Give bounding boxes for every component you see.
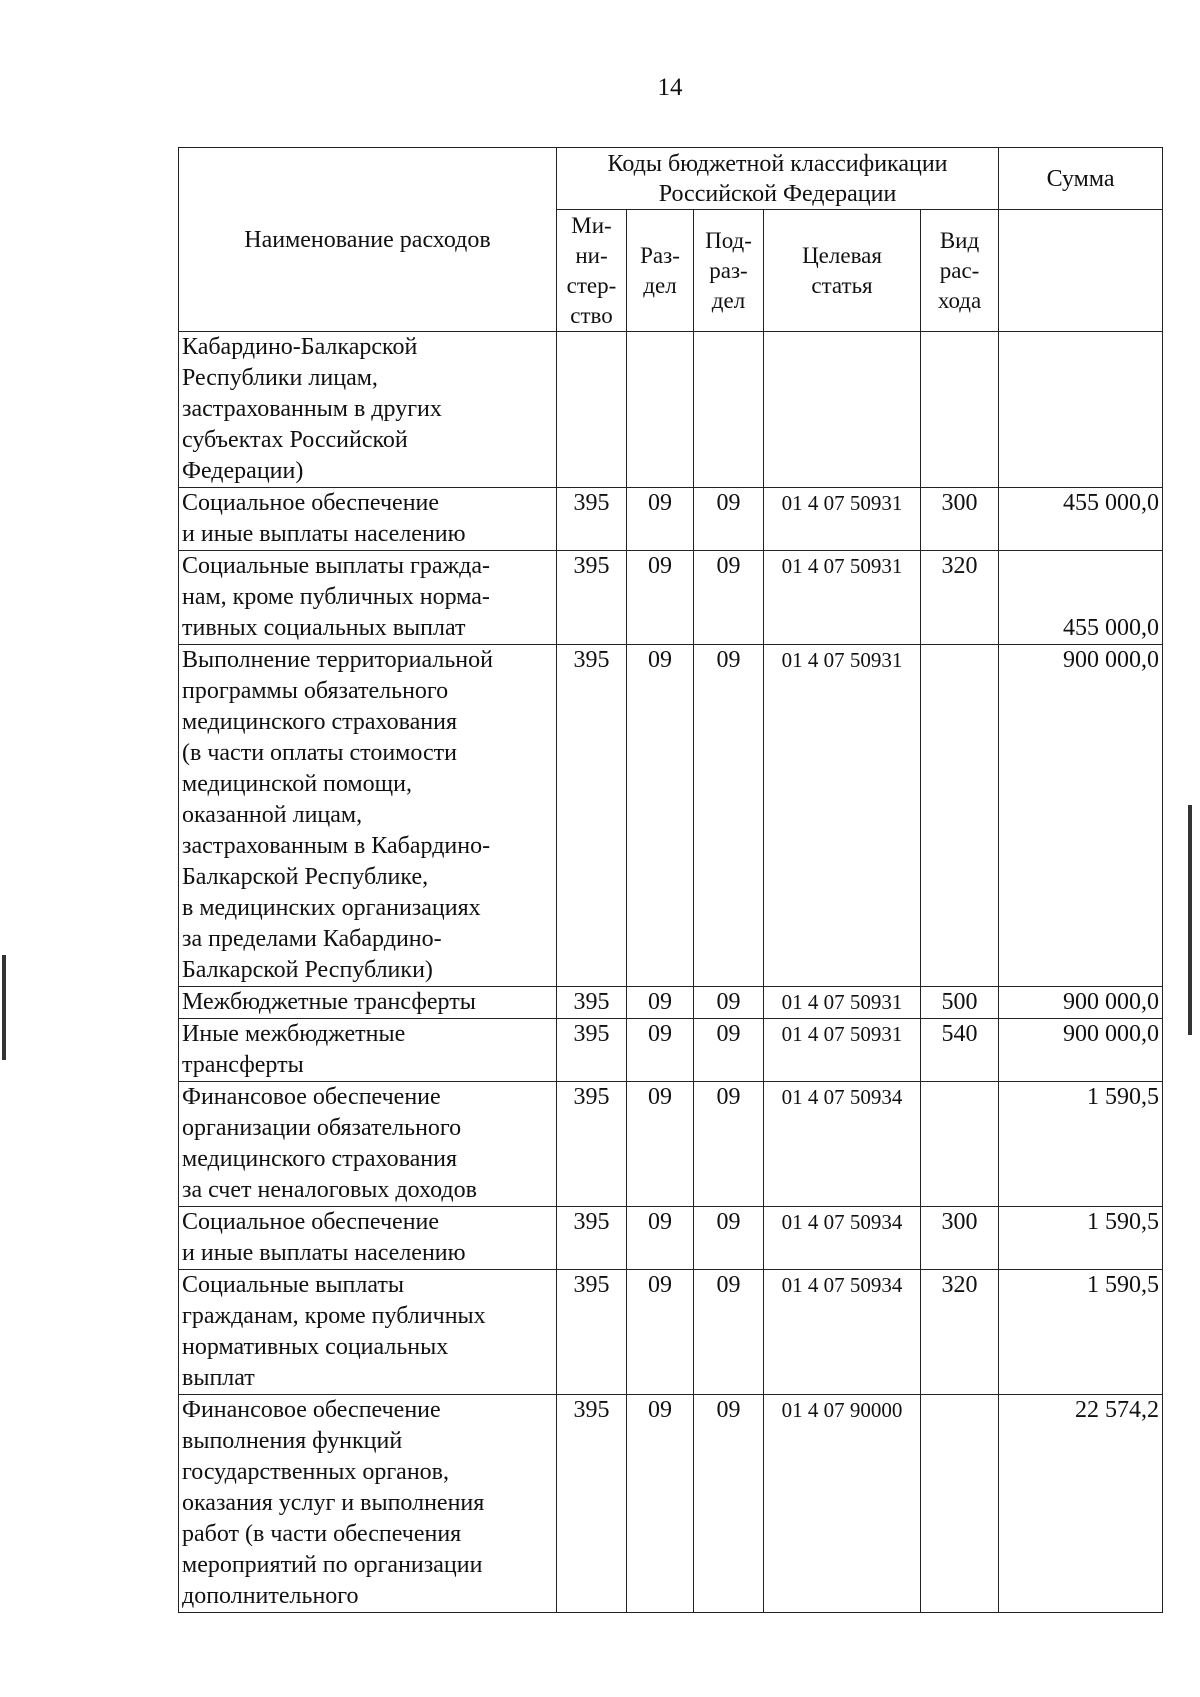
cell-sum: 900 000,0 [999, 1019, 1163, 1082]
table-row [179, 645, 1163, 987]
cell-sum: 22 574,2 [999, 1395, 1163, 1613]
cell-subsection: 09 [694, 551, 764, 645]
cell-subsection: 09 [694, 1019, 764, 1082]
cell-name: Социальное обеспечение и иные выплаты населению [179, 488, 557, 551]
cell-section: 09 [627, 1019, 694, 1082]
cell-subsection: 09 [694, 1270, 764, 1395]
cell-sum [999, 332, 1163, 488]
cell-expense-type: 320 [921, 551, 999, 645]
cell-section: 09 [627, 551, 694, 645]
cell-section: 09 [627, 1082, 694, 1207]
cell-target: 01 4 07 90000 [764, 1395, 921, 1613]
header-ministry: Ми- ни- стер- ство [557, 210, 627, 332]
cell-name: Социальное обеспечение и иные выплаты населению [179, 1207, 557, 1270]
cell-subsection: 09 [694, 987, 764, 1019]
cell-expense-type [921, 1082, 999, 1207]
cell-subsection: 09 [694, 1082, 764, 1207]
cell-target: 01 4 07 50931 [764, 987, 921, 1019]
cell-sum: 900 000,0 [999, 645, 1163, 987]
header-target: Целевая статья [764, 210, 921, 332]
table-row [179, 488, 1163, 551]
header-section: Раз- дел [627, 210, 694, 332]
header-name: Наименование расходов [179, 148, 557, 332]
cell-expense-type [921, 645, 999, 987]
header-subsection: Под- раз- дел [694, 210, 764, 332]
cell-target: 01 4 07 50931 [764, 645, 921, 987]
header-codes-group: Коды бюджетной классификации Российской Федерации [557, 148, 999, 210]
table-row [179, 1395, 1163, 1613]
cell-ministry: 395 [557, 1395, 627, 1613]
table-row [179, 551, 1163, 645]
table-header [179, 148, 1163, 332]
cell-section: 09 [627, 987, 694, 1019]
scan-artifact-right [1188, 805, 1192, 1035]
cell-section: 09 [627, 1395, 694, 1613]
table-body [179, 332, 1163, 1613]
cell-name: Социальные выплаты гражданам, кроме публичных нормативных социальных выплат [179, 1270, 557, 1395]
cell-target: 01 4 07 50934 [764, 1082, 921, 1207]
cell-name: Межбюджетные трансферты [179, 987, 557, 1019]
cell-ministry [557, 332, 627, 488]
cell-name: Социальные выплаты гражда- нам, кроме публичных норма- тивных социальных выплат [179, 551, 557, 645]
cell-ministry: 395 [557, 1207, 627, 1270]
cell-ministry: 395 [557, 488, 627, 551]
cell-name: Финансовое обеспечение организации обязательного медицинского страхования за счет неналоговых доходов [179, 1082, 557, 1207]
cell-section: 09 [627, 488, 694, 551]
budget-table [178, 147, 1163, 1613]
cell-name: Иные межбюджетные трансферты [179, 1019, 557, 1082]
cell-ministry: 395 [557, 1270, 627, 1395]
cell-target [764, 332, 921, 488]
cell-expense-type: 540 [921, 1019, 999, 1082]
cell-target: 01 4 07 50931 [764, 1019, 921, 1082]
cell-ministry: 395 [557, 1082, 627, 1207]
cell-section: 09 [627, 1270, 694, 1395]
cell-expense-type: 300 [921, 488, 999, 551]
cell-ministry: 395 [557, 551, 627, 645]
table-row [179, 1082, 1163, 1207]
cell-target: 01 4 07 50934 [764, 1270, 921, 1395]
cell-subsection: 09 [694, 645, 764, 987]
cell-name: Кабардино-Балкарской Республики лицам, застрахованным в других субъектах Российской Федерации) [179, 332, 557, 488]
scan-artifact-left [2, 955, 6, 1060]
header-sum-blank [999, 210, 1163, 332]
table-row [179, 1019, 1163, 1082]
page-number: 14 [657, 74, 683, 101]
cell-section [627, 332, 694, 488]
cell-sum: 455 000,0 [999, 488, 1163, 551]
cell-subsection: 09 [694, 1395, 764, 1613]
cell-ministry: 395 [557, 987, 627, 1019]
cell-ministry: 395 [557, 1019, 627, 1082]
header-expense-type: Вид рас- хода [921, 210, 999, 332]
cell-subsection: 09 [694, 1207, 764, 1270]
cell-name: Финансовое обеспечение выполнения функций государственных органов, оказания услуг и выполнения работ (в части обеспечения мероприятий по организации дополнительного [179, 1395, 557, 1613]
cell-expense-type [921, 1395, 999, 1613]
cell-target: 01 4 07 50931 [764, 551, 921, 645]
cell-expense-type: 300 [921, 1207, 999, 1270]
cell-sum: 900 000,0 [999, 987, 1163, 1019]
cell-name: Выполнение территориальной программы обязательного медицинского страхования (в части оплаты стоимости медицинской помощи, оказанной лицам, застрахованным в Кабардино- Балкарской Республике, в медицинских организациях за пределами Кабардино- Балкарской Республики) [179, 645, 557, 987]
cell-section: 09 [627, 1207, 694, 1270]
cell-expense-type: 500 [921, 987, 999, 1019]
cell-sum: 1 590,5 [999, 1082, 1163, 1207]
table-row [179, 1207, 1163, 1270]
table-row [179, 1270, 1163, 1395]
cell-subsection [694, 332, 764, 488]
cell-sum: 1 590,5 [999, 1270, 1163, 1395]
cell-sum: 455 000,0 [999, 551, 1163, 645]
cell-ministry: 395 [557, 645, 627, 987]
table-row [179, 332, 1163, 488]
cell-sum: 1 590,5 [999, 1207, 1163, 1270]
header-sum: Сумма [999, 148, 1163, 210]
cell-target: 01 4 07 50931 [764, 488, 921, 551]
cell-target: 01 4 07 50934 [764, 1207, 921, 1270]
cell-expense-type: 320 [921, 1270, 999, 1395]
cell-expense-type [921, 332, 999, 488]
cell-section: 09 [627, 645, 694, 987]
cell-subsection: 09 [694, 488, 764, 551]
table-row [179, 987, 1163, 1019]
